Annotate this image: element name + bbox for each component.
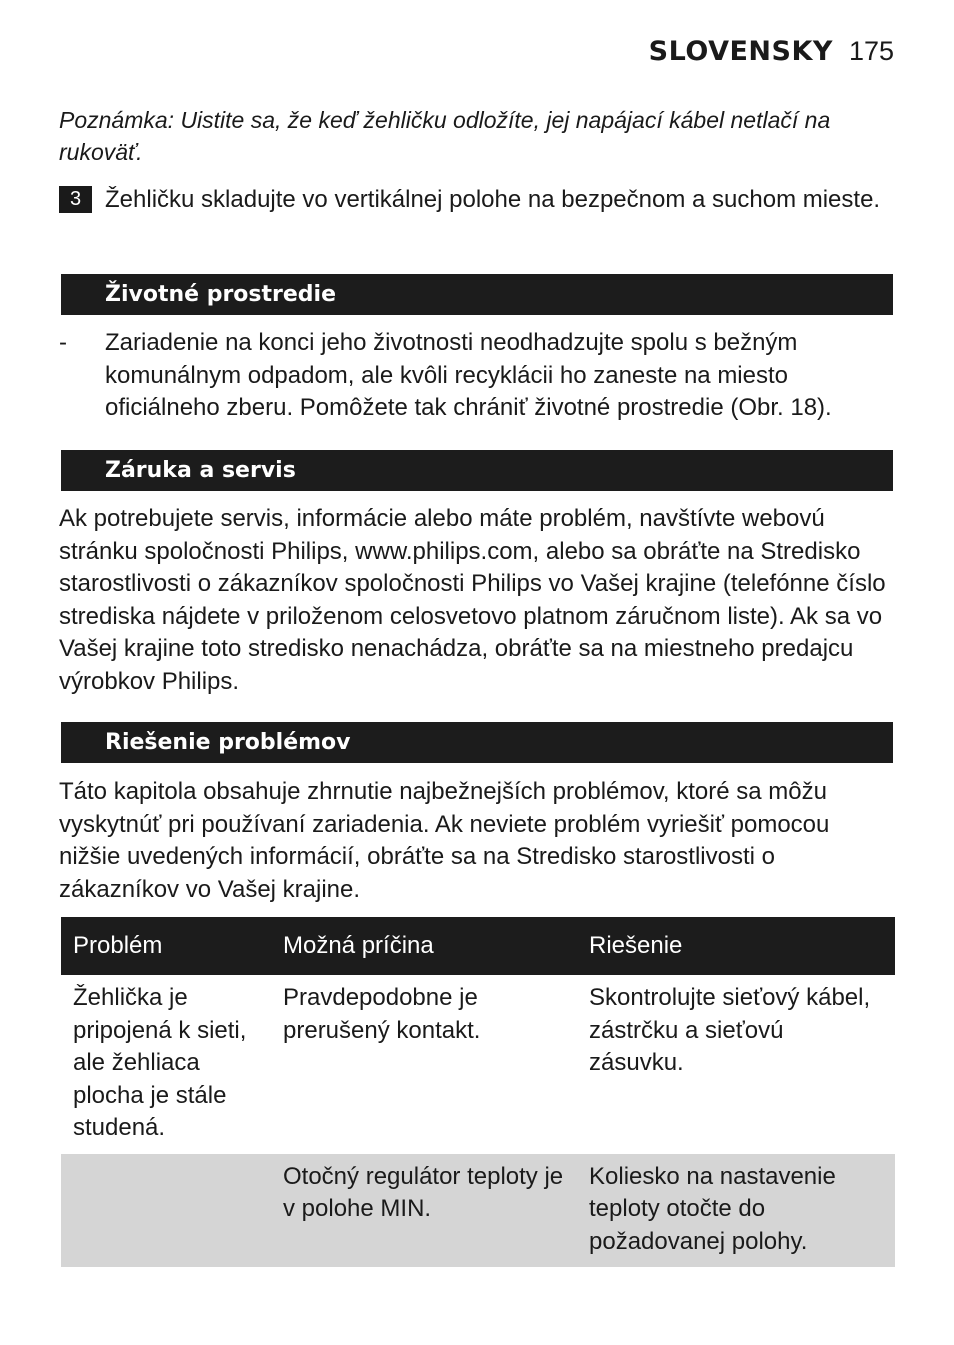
table-row [61,975,895,1154]
column-header-problem: Problém [61,917,271,975]
section-heading-troubleshooting: Riešenie problémov [61,722,893,763]
table-header-row [61,917,895,975]
step-text: Žehličku skladujte vo vertikálnej polohe na bezpečnom a suchom mieste. [105,186,881,213]
table-cell-cause: Pravdepodobne je prerušený kontakt. [283,984,481,1044]
warranty-text-end: , alebo sa obráťte na Stredisko starostlivosti o zákazníkov spoločnosti Philips vo Vašej krajine (telefónne číslo strediska nájdete v priloženom celosvetovo platnom záručnom liste). Ak sa vo Vašej krajine toto stredisko nenachádza, obráťte sa na miestneho predajcu výrobkov Philips. [59,537,886,695]
table-cell-solution: Koliesko na nastavenie teploty otočte do požadovanej polohy. [577,1154,895,1268]
language-label: SLOVENSKY [648,36,833,67]
troubleshooting-table [61,917,895,1267]
table-cell-problem [61,1154,271,1268]
column-header-solution: Riešenie [577,917,895,975]
step-3 [59,183,894,216]
table-row [61,1154,895,1268]
warranty-text-start: Ak potrebujete servis, informácie alebo máte problém, navštívte webovú stránku spoločnosti Philips, [59,505,825,565]
table-cell-solution: Skontrolujte sieťový kábel, zástrčku a sieťovú zásuvku. [589,984,871,1076]
environment-bullet [59,327,894,425]
bullet-dash: - [59,329,67,356]
note-text: Poznámka: Uistite sa, že keď žehličku odložíte, jej napájací kábel netlačí na rukoväť. [59,107,831,165]
philips-website-link[interactable]: www.philips.com [355,537,533,565]
table-cell-problem: Žehlička je pripojená k sieti, ale žehliaca plocha je stále studená. [73,984,247,1141]
section-heading-environment: Životné prostredie [61,274,893,315]
table-cell-cause: Otočný regulátor teploty je v polohe MIN. [271,1154,577,1268]
page-number: 175 [848,36,894,66]
step-number-badge: 3 [59,186,92,213]
page-header [649,36,894,67]
column-header-cause: Možná príčina [271,917,577,975]
troubleshooting-intro: Táto kapitola obsahuje zhrnutie najbežnejších problémov, ktoré sa môžu vyskytnúť pri používaní zariadenia. Ak neviete problém vyriešiť pomocou nižšie uvedených informácií, obráťte sa na Stredisko starostlivosti o zákazníkov vo Vašej krajine. [59,778,830,903]
section-heading-warranty: Záruka a servis [61,450,893,491]
warranty-paragraph [59,503,894,698]
bullet-text: Zariadenie na konci jeho životnosti neodhadzujte spolu s bežným komunálnym odpadom, ale kvôli recyklácii ho zaneste na miesto oficiálneho zberu. Pomôžete tak chrániť životné prostredie (Obr. 18). [105,329,832,421]
